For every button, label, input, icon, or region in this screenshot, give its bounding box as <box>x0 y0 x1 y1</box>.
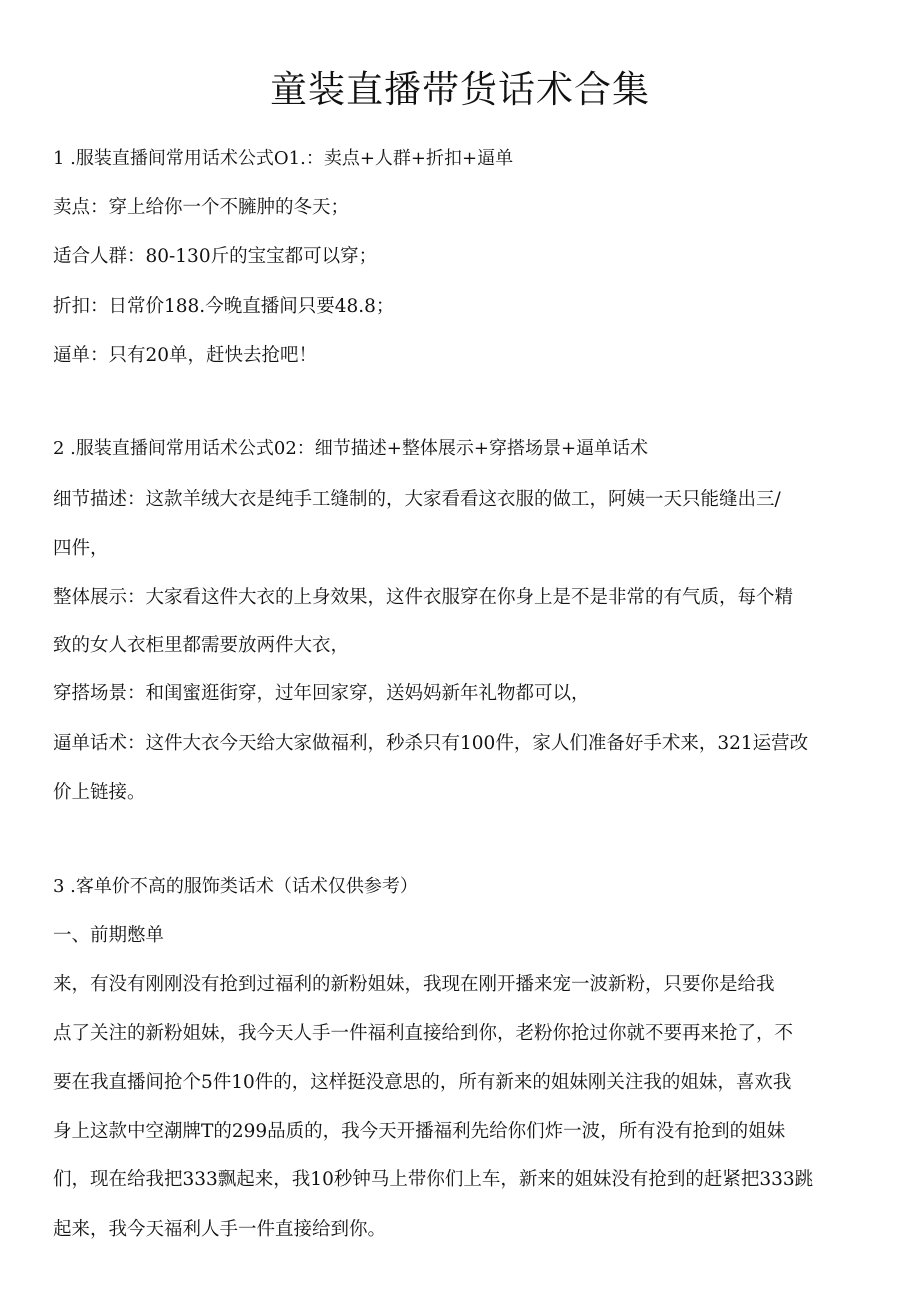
section-1-line: 逼单：只有20单，赶快去抢吧！ <box>53 345 318 366</box>
section-2-heading: 2 .服装直播间常用话术公式02：细节描述+整体展示+穿搭场景+逼单话术 <box>53 438 649 459</box>
section-2-line: 穿搭场景：和闺蜜逛街穿，过年回家穿，送妈妈新年礼物都可以， <box>53 683 590 704</box>
section-2-line: 价上链接。 <box>53 782 146 803</box>
section-1-heading: 1 .服装直播间常用话术公式O1.：卖点+人群+折扣+逼单 <box>53 148 514 169</box>
document-title: 童装直播带货话术合集 <box>270 68 650 111</box>
section-2-line: 细节描述：这款羊绒大衣是纯手工缝制的，大家看看这衣服的做工，阿姨一天只能缝出三/ <box>53 489 781 510</box>
section-3-subheading: 一、前期憋单 <box>53 925 165 946</box>
section-2-line: 整体展示：大家看这件大衣的上身效果，这件衣服穿在你身上是不是非常的有气质，每个精 <box>53 587 794 608</box>
section-3-line: 起来，我今天福利人手一件直接给到你。 <box>53 1219 387 1240</box>
section-3-line: 要在我直播间抢个5件10件的，这样挺没意思的，所有新来的姐妹刚关注我的姐妹，喜欢我 <box>53 1072 792 1093</box>
section-1-line: 折扣：日常价188.今晚直播间只要48.8； <box>53 296 395 317</box>
section-2-line: 四件， <box>53 538 109 559</box>
section-3-line: 点了关注的新粉姐妹，我今天人手一件福利直接给到你，老粉你抢过你就不要再来抢了，不 <box>53 1023 794 1044</box>
section-3-line: 身上这款中空潮牌T的299品质的，我今天开播福利先给你们炸一波，所有没有抢到的姐妹 <box>53 1121 786 1142</box>
section-3-line: 们，现在给我把333飘起来，我10秒钟马上带你们上车，新来的姐妹没有抢到的赶紧把333跳 <box>53 1169 814 1190</box>
section-3-heading: 3 .客单价不高的服饰类话术（话术仅供参考） <box>53 876 418 897</box>
section-2-line: 逼单话术：这件大衣今天给大家做福利，秒杀只有100件，家人们准备好手术来，321运营改 <box>53 733 809 754</box>
section-3-line: 来，有没有刚刚没有抢到过福利的新粉姐妹，我现在刚开播来宠一波新粉，只要你是给我 <box>53 974 775 995</box>
section-2-line: 致的女人衣柜里都需要放两件大衣， <box>53 635 350 656</box>
section-1-line: 卖点：穿上给你一个不臃肿的冬天； <box>53 197 350 218</box>
section-1-line: 适合人群：80-130斤的宝宝都可以穿； <box>53 246 378 267</box>
